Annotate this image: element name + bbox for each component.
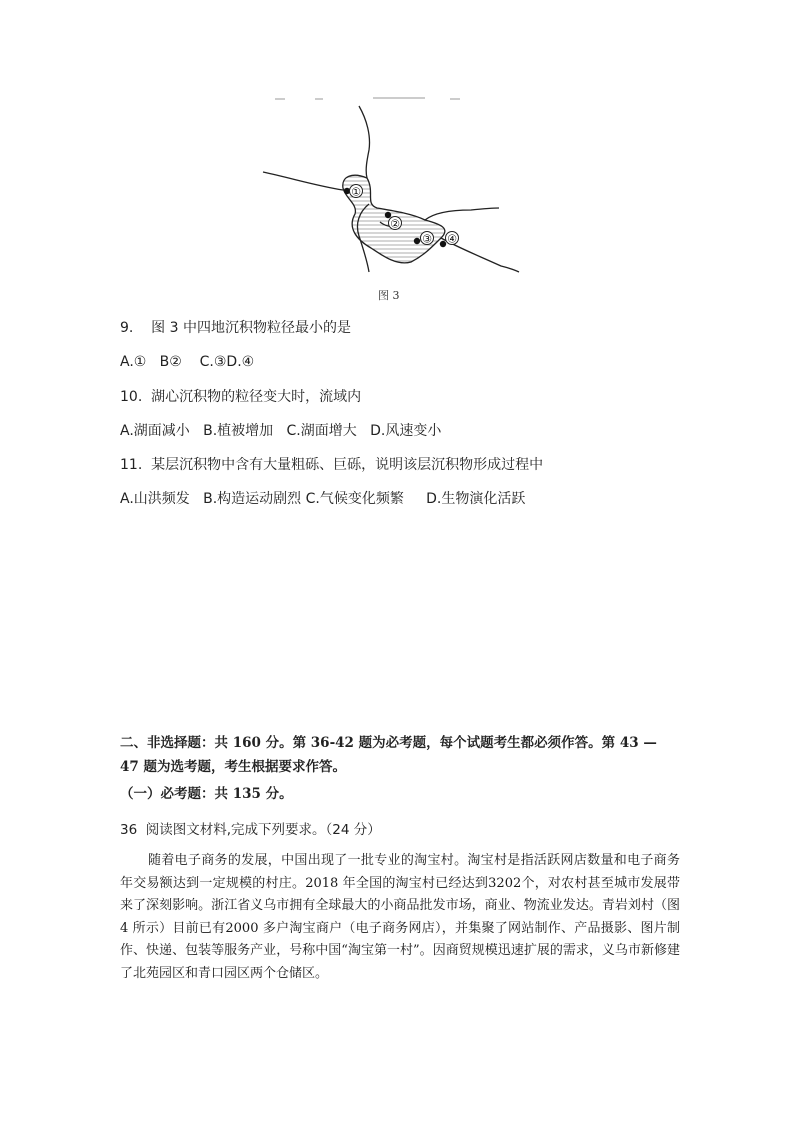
question-36-passage: 随着电子商务的发展，中国出现了一批专业的淘宝村。淘宝村是指活跃网店数量和电子商务年交易额达到一定规模的村庄。2018 年全国的淘宝村已经达到3202个，对农村甚至城市发展带来了深刻影响。浙江省义乌市拥有全球最大的小商品批发市场，商业、物流业发达。青岩刘村（图 4 所示）目前已有2000 多户淘宝商户（电子商务网店），并集聚了网站制作、产品摄影、图片制作、快递、包装等服务产业，号称中国“淘宝第一村”。因商贸规模迅速扩展的需求，义乌市新修建了北苑园区和青口园区两个仓储区。	[120, 853, 680, 981]
svg-text:①: ①	[351, 185, 361, 199]
question-11-options: A.山洪频发 B.构造运动剧烈 C.气候变化频繁 D.生物演化活跃	[120, 491, 526, 507]
svg-text:③: ③	[422, 232, 432, 246]
question-9-options: A.① B② C.③D.④	[120, 354, 255, 370]
scan-artifact	[275, 98, 460, 99]
section-2-heading: 二、非选择题：共 160 分。第 36-42 题为必考题，每个试题考生都必须作答。第 43 — 47 题为选考题，考生根据要求作答。	[120, 735, 657, 775]
part-1-heading: （一）必考题：共 135 分。	[120, 786, 293, 802]
figure-caption: 图 3	[378, 289, 400, 302]
svg-text:④: ④	[447, 232, 457, 246]
question-11-stem: 11. 某层沉积物中含有大量粗砾、巨砾，说明该层沉积物形成过程中	[120, 457, 544, 473]
question-36-title: 36 阅读图文材料,完成下列要求。（24 分）	[120, 822, 381, 838]
svg-text:②: ②	[390, 217, 400, 231]
lake-sketch-map	[255, 96, 525, 286]
question-10-options: A.湖面减小 B.植被增加 C.湖面增大 D.风速变小	[120, 423, 442, 439]
question-9-stem: 9. 图 3 中四地沉积物粒径最小的是	[120, 320, 351, 336]
question-10-stem: 10. 湖心沉积物的粒径变大时，流域内	[120, 389, 362, 405]
